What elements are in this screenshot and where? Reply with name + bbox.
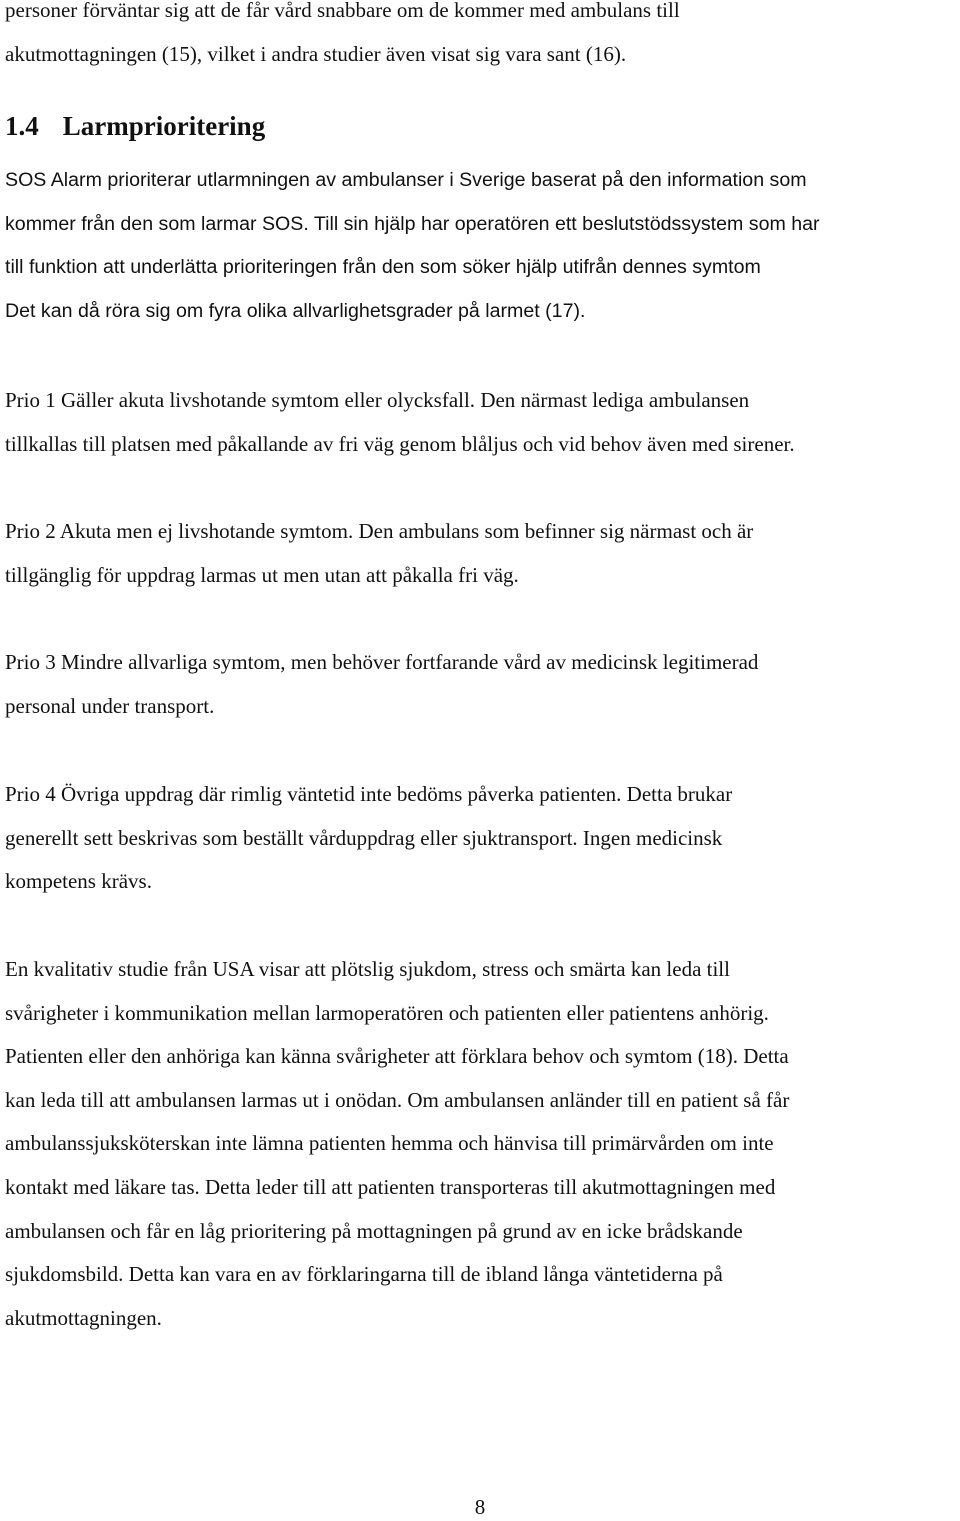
prio2-paragraph [5, 510, 753, 597]
text-line: kan leda till att ambulansen larmas ut i onödan. Om ambulansen anländer till en patient så får [5, 1087, 790, 1112]
text-line: till funktion att underlätta prioriteringen från den som söker hjälp utifrån dennes symtom [5, 256, 761, 279]
text-line: SOS Alarm prioriterar utlarmningen av ambulanser i Sverige baserat på den information som [5, 169, 807, 191]
text-line: tillgänglig för uppdrag larmas ut men utan att påkalla fri väg. [5, 562, 519, 587]
text-line: akutmottagningen (15), vilket i andra studier även visat sig vara sant (16). [5, 41, 627, 66]
text-line: generellt sett beskrivas som beställt vårduppdrag eller sjuktransport. Ingen medicinsk [5, 825, 723, 850]
section-number: 1.4 [5, 111, 39, 141]
text-line: kontakt med läkare tas. Detta leder till att patienten transporteras till akutmottagningen med [5, 1174, 776, 1199]
text-line [5, 379, 795, 423]
text-fragment: Prio 1 Gäller akuta livshotande symtom eller olycksfall. [5, 388, 476, 412]
text-line: Patienten eller den anhöriga kan känna svårigheter att förklara behov och symtom (18). Detta [5, 1044, 789, 1069]
text-line: tillkallas till platsen med påkallande av fri väg genom blåljus och vid behov även med sirener. [5, 431, 795, 456]
text-fragment: Till sin hjälp har operatören ett beslutstödssystem som har [308, 212, 820, 235]
usa-study-paragraph [5, 948, 789, 1340]
text-line: personer förväntar sig att de får vård snabbare om de kommer med ambulans till [5, 0, 680, 22]
text-line: ambulansen och får en låg prioritering på mottagningen på grund av en icke brådskande [5, 1218, 743, 1243]
text-fragment: Prio 2 Akuta men ej livshotande symtom. [5, 519, 354, 543]
text-line: kompetens krävs. [5, 869, 152, 894]
text-line: akutmottagningen. [5, 1305, 162, 1330]
prio3-paragraph [5, 641, 758, 728]
intro-paragraph [5, 0, 680, 76]
text-fragment: Den ambulans som befinner sig närmast och är [353, 519, 754, 543]
prio4-paragraph [5, 773, 732, 904]
text-line: personal under transport. [5, 693, 215, 718]
sos-paragraph [5, 159, 820, 333]
text-line [5, 203, 820, 247]
text-line: ambulanssjuksköterskan inte lämna patienten hemma och hänvisa till primärvården om inte [5, 1131, 774, 1156]
text-fragment: kommer från den som larmar SOS. [5, 212, 309, 235]
prio1-paragraph [5, 379, 795, 466]
text-line: Det kan då röra sig om fyra olika allvarlighetsgrader på larmet (17). [5, 299, 586, 322]
text-line: sjukdomsbild. Detta kan vara en av förklaringarna till de ibland långa väntetiderna på [5, 1262, 723, 1287]
text-line [5, 510, 753, 554]
text-line: En kvalitativ studie från USA visar att plötslig sjukdom, stress och smärta kan leda till [5, 957, 730, 981]
text-fragment: Den närmast lediga ambulansen [475, 388, 750, 412]
page-number: 8 [474, 1495, 486, 1519]
section-title: Larmprioritering [62, 111, 266, 141]
text-line: Prio 4 Övriga uppdrag där rimlig väntetid inte bedöms påverka patienten. Detta brukar [5, 782, 733, 806]
text-line: Prio 3 Mindre allvarliga symtom, men behöver fortfarande vård av medicinsk legitimerad [5, 650, 759, 674]
text-line: svårigheter i kommunikation mellan larmoperatören och patienten eller patientens anhörig. [5, 1000, 769, 1025]
section-heading [5, 106, 265, 146]
